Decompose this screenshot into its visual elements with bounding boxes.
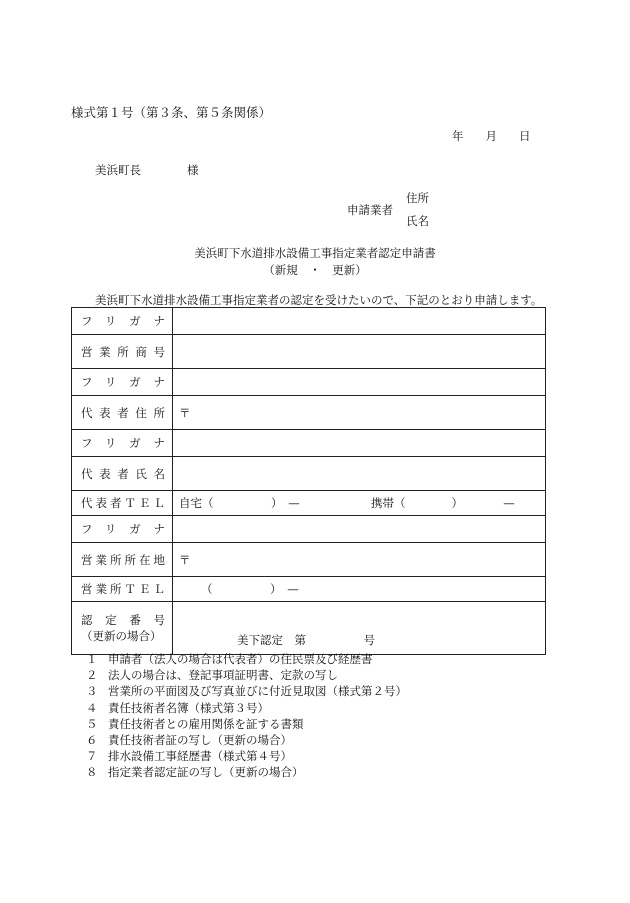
table-row <box>72 457 546 491</box>
furigana-label: フリガナ <box>72 430 173 457</box>
postal-mark: 〒 <box>179 405 191 420</box>
cert-number-field[interactable] <box>173 602 546 655</box>
rep-address-label: 代表者住所 <box>72 396 173 430</box>
furigana-label: フリガナ <box>72 516 173 543</box>
office-address-furigana-field[interactable] <box>173 516 546 543</box>
list-item: ８ 指定業者認定証の写し（更新の場合） <box>86 765 304 780</box>
applicant-label: 申請業者 <box>347 203 393 217</box>
cert-number-label <box>72 602 173 655</box>
rep-address-field[interactable] <box>173 396 546 430</box>
table-row <box>72 491 546 516</box>
date-line <box>452 128 553 144</box>
table-row <box>72 369 546 396</box>
table-row <box>72 308 546 335</box>
cert-number-label-line1: 認定番号 <box>81 613 165 627</box>
office-tel-field[interactable] <box>173 577 546 602</box>
office-name-field[interactable] <box>173 335 546 369</box>
rep-tel-field[interactable] <box>173 491 546 516</box>
date-day: 日 <box>519 129 531 143</box>
table-row <box>72 430 546 457</box>
list-item: ３ 営業所の平面図及び写真並びに付近見取図（様式第２号） <box>86 684 407 699</box>
cert-number-label-line2: （更新の場合） <box>81 629 162 643</box>
date-year: 年 <box>452 129 464 143</box>
rep-address-furigana-field[interactable] <box>173 369 546 396</box>
list-item: １ 申請者（法人の場合は代表者）の住民票及び経歴書 <box>86 652 373 666</box>
list-item: ５ 責任技術者との雇用関係を証する書類 <box>86 716 304 731</box>
form-number: 様式第１号（第３条、第５条関係） <box>71 105 272 120</box>
honorific: 様 <box>187 163 199 177</box>
office-tel-label: 営業所ＴＥＬ <box>72 577 173 602</box>
table-row <box>72 396 546 430</box>
rep-tel-label: 代表者ＴＥＬ <box>72 491 173 516</box>
address-label: 住所 <box>406 191 429 205</box>
table-row <box>72 602 546 655</box>
document-title: 美浜町下水道排水設備工事指定業者認定申請書 <box>194 246 436 260</box>
attachments-list <box>86 651 407 781</box>
table-row <box>72 543 546 577</box>
postal-mark: 〒 <box>179 552 191 567</box>
office-tel-value: （ ） — <box>201 582 299 596</box>
home-tel: 自宅（ ） — <box>179 496 300 510</box>
furigana-label: フリガナ <box>72 369 173 396</box>
list-item: ２ 法人の場合は、登記事項証明書、定款の写し <box>86 668 338 683</box>
furigana-label: フリガナ <box>72 308 173 335</box>
office-address-field[interactable] <box>173 543 546 577</box>
date-month: 月 <box>485 129 497 143</box>
office-name-furigana-field[interactable] <box>173 308 546 335</box>
cert-number-value: 美下認定 第 号 <box>237 633 375 647</box>
name-label: 氏名 <box>406 214 429 228</box>
rep-name-label: 代表者氏名 <box>72 457 173 491</box>
list-item: ７ 排水設備工事経歴書（様式第４号） <box>86 749 292 764</box>
list-item: ６ 責任技術者証の写し（更新の場合） <box>86 733 292 748</box>
table-row <box>72 516 546 543</box>
office-address-label: 営業所所在地 <box>72 543 173 577</box>
rep-name-furigana-field[interactable] <box>173 430 546 457</box>
addressee-name: 美浜町長 <box>95 163 141 177</box>
list-item: ４ 責任技術者名簿（様式第３号） <box>86 700 269 715</box>
office-name-label: 営業所商号 <box>72 335 173 369</box>
intro-text: 美浜町下水道排水設備工事指定業者の認定を受けたいので、下記のとおり申請します。 <box>95 293 543 307</box>
document-subtitle: （新規 ・ 更新） <box>263 263 367 277</box>
rep-name-field[interactable] <box>173 457 546 491</box>
table-row <box>72 577 546 602</box>
table-row <box>72 335 546 369</box>
application-table <box>71 307 546 655</box>
addressee <box>95 162 199 178</box>
mobile-tel: 携帯（ ） — <box>371 496 515 510</box>
